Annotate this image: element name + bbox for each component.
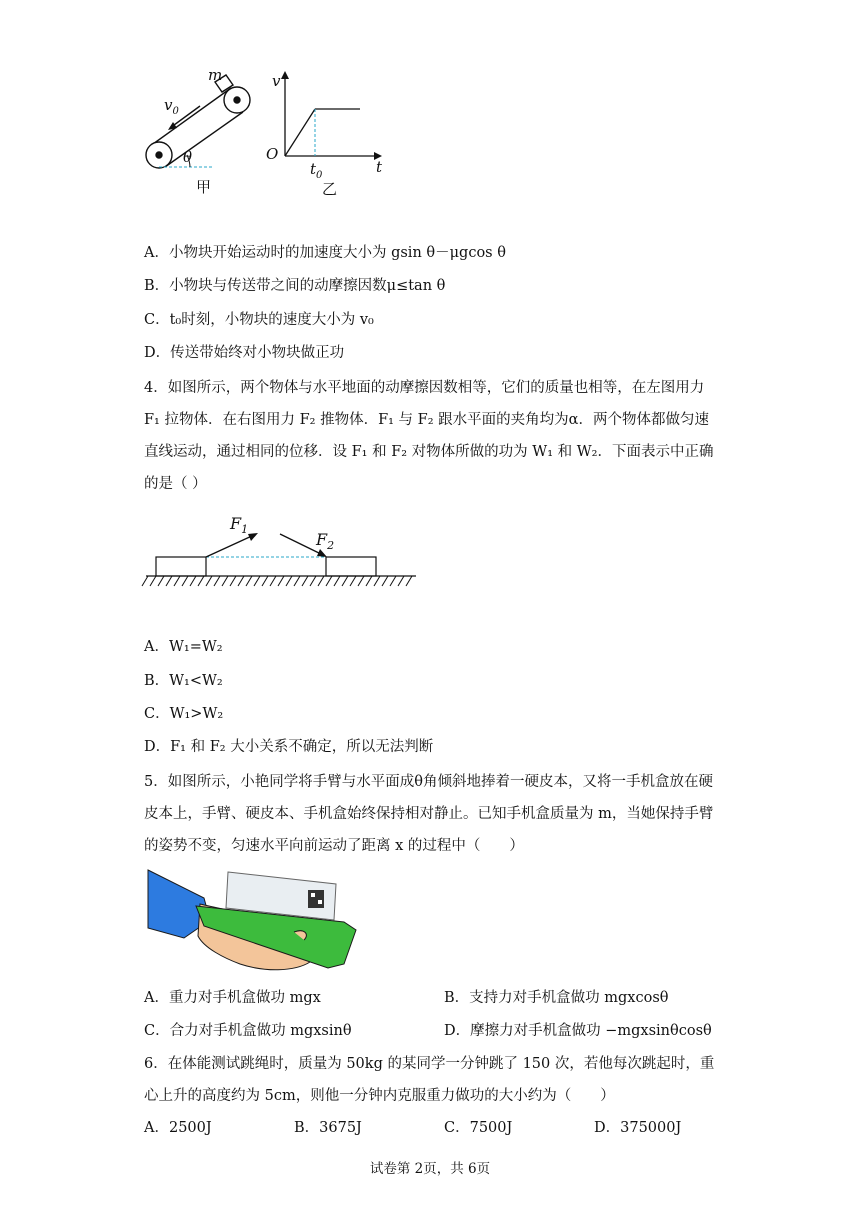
q5-option-d: D．摩擦力对手机盒做功 −mgxsinθcosθ xyxy=(444,1023,712,1039)
q6-stem: 6．在体能测试跳绳时，质量为 50kg 的某同学一分钟跳了 150 次，若他每次跳起时，重心上升的高度约为 5cm，则他一分钟内克服重力做功的大小约为（ ） xyxy=(144,1056,715,1104)
q6-option-b: B．3675J xyxy=(294,1120,362,1136)
q4-option-d: D．F₁ 和 F₂ 大小关系不确定，所以无法判断 xyxy=(144,739,434,755)
f1-arrow xyxy=(206,533,258,557)
origin-label: O xyxy=(266,145,279,163)
q4-option-b: B．W₁<W₂ xyxy=(144,673,223,689)
q5-stem: 5．如图所示，小艳同学将手臂与水平面成θ角倾斜地捧着一硬皮本，又将一手机盒放在硬皮本上，手臂、硬皮本、手机盒始终保持相对静止。已知手机盒质量为 m，当她保持手臂的姿势不变，匀速水平向前运动了距离 x 的过程中（ ） xyxy=(144,774,714,854)
belt-diagram xyxy=(146,75,250,168)
vt-graph xyxy=(281,71,382,160)
q3-option-d: D．传送带始终对小物块做正功 xyxy=(144,345,345,361)
f2-label: $F_2$ xyxy=(316,530,335,553)
t0-label: $t_0$ xyxy=(310,160,323,181)
v0-label: $v_0$ xyxy=(164,96,179,117)
q4-stem: 4．如图所示，两个物体与水平地面的动摩擦因数相等，它们的质量也相等，在左图用力 F₁ 拉物体．在右图用力 F₂ 推物体．F₁ 与 F₂ 跟水平面的夹角均为α．两个物体都做匀速直线运动，通过相同的位移．设 F₁ 和 F₂ 对物体所做的功为 W₁ 和 W₂．下面表示中正确的是（ ） xyxy=(144,380,714,492)
page-footer: 试卷第 2页，共 6页 xyxy=(369,1161,491,1177)
axis-v-label: v xyxy=(272,72,281,90)
q5-option-b: B．支持力对手机盒做功 mgxcosθ xyxy=(444,990,669,1006)
forces-figure xyxy=(140,510,420,590)
mass-label: m xyxy=(208,66,223,84)
q4-option-a: A．W₁=W₂ xyxy=(144,639,223,655)
f1-label: $F_1$ xyxy=(230,514,249,537)
theta-label: θ xyxy=(183,148,193,166)
q4-option-c: C．W₁>W₂ xyxy=(144,706,224,722)
fig-label-yi: 乙 xyxy=(322,180,338,198)
arm-book-phonebox-image xyxy=(144,868,364,978)
q5-option-c: C．合力对手机盒做功 mgxsinθ xyxy=(144,1023,352,1039)
q6-option-c: C．7500J xyxy=(444,1120,513,1136)
q6-option-d: D．375000J xyxy=(594,1120,682,1136)
q3-option-c: C．t₀时刻，小物块的速度大小为 v₀ xyxy=(144,312,374,328)
fig-label-jia: 甲 xyxy=(196,178,212,196)
conveyor-belt-figure xyxy=(140,60,400,200)
q5-option-a: A．重力对手机盒做功 mgx xyxy=(144,990,321,1006)
q3-option-b: B．小物块与传送带之间的动摩擦因数μ≤tan θ xyxy=(144,278,446,294)
q6-option-a: A．2500J xyxy=(144,1120,212,1136)
axis-t-label: t xyxy=(376,158,383,176)
q3-option-a: A．小物块开始运动时的加速度大小为 gsin θ－μgcos θ xyxy=(144,245,506,261)
